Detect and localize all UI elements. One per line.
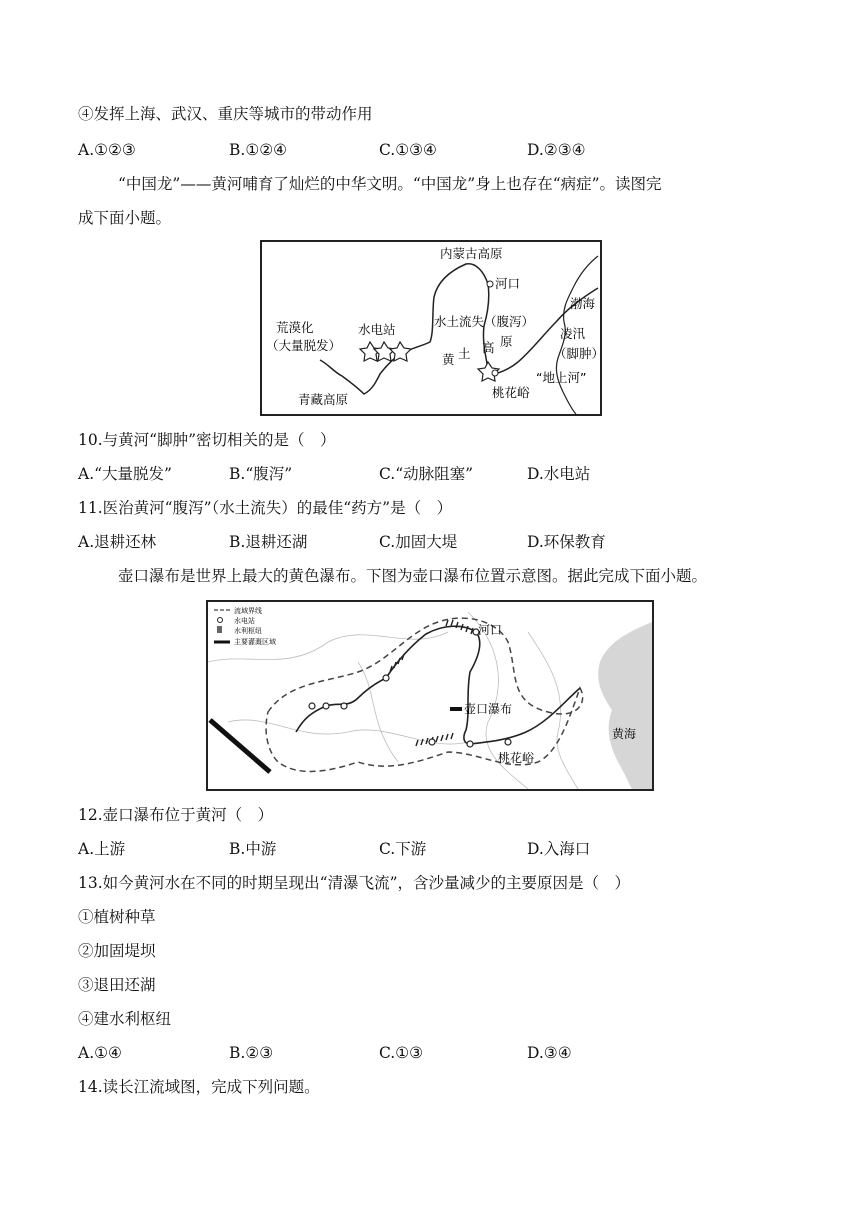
- label-taohuayu: 桃花峪: [498, 751, 535, 765]
- label-yellow-sea: 黄海: [612, 727, 637, 741]
- label-desertification: 荒漠化: [276, 320, 314, 335]
- q13-item-4: ④建水利枢纽: [78, 1010, 172, 1028]
- q13-option-c: C.①③: [379, 1044, 424, 1062]
- q9-option-c: C.①③④: [379, 141, 437, 159]
- label-loess-2: 土: [458, 346, 471, 361]
- q13-item-1: ①植树种草: [78, 908, 156, 926]
- yellow-river-course: [296, 626, 580, 744]
- hukou-location-map: [206, 600, 654, 791]
- taohuayu-marker: [492, 370, 498, 376]
- q12-option-d: D.入海口: [527, 840, 591, 858]
- q10-option-d: D.水电站: [527, 465, 591, 483]
- q11-option-a: A.退耕还林: [78, 533, 157, 551]
- label-loess-1: 黄: [442, 352, 455, 367]
- q9-option-a: A.①②③: [78, 141, 136, 159]
- label-qinghai-tibet: 青藏高原: [298, 392, 349, 407]
- q11-option-c: C.加固大堤: [379, 533, 458, 551]
- q9-option-d: D.②③④: [527, 141, 586, 159]
- hydro-station-markers: [309, 629, 511, 747]
- legend-hydro-station: 水电站: [234, 617, 255, 625]
- main-irrigation-bar: [210, 720, 270, 772]
- dragon-intro-line-1: “中国龙”——黄河哺育了灿烂的中华文明。“中国龙”身上也存在“病症”。读图完: [118, 175, 662, 193]
- q14-stem: 14.读长江流域图，完成下列问题。: [78, 1078, 320, 1096]
- label-ice-flood: 凌汛: [560, 326, 586, 341]
- label-soil-erosion: 水土流失（腹泻）: [434, 314, 535, 329]
- q13-option-b: B.②③: [229, 1044, 274, 1062]
- yellow-sea-area: [598, 622, 652, 789]
- hekou-marker: [487, 281, 493, 287]
- q12-stem: 12.壶口瀑布位于黄河（ ）: [78, 806, 274, 824]
- q10-option-a: A.“大量脱发”: [78, 465, 172, 483]
- label-loess-3: 高: [482, 340, 495, 355]
- q10-option-c: C.“动脉阻塞”: [379, 465, 474, 483]
- legend-basin-boundary: 流域界线: [234, 607, 262, 615]
- q13-option-d: D.③④: [527, 1044, 572, 1062]
- label-hekou: 河口: [478, 623, 503, 637]
- q13-item-2: ②加固堤坝: [78, 942, 156, 960]
- label-bohai: 渤海: [570, 296, 596, 311]
- label-swollen-feet: （脚肿）: [554, 346, 600, 361]
- q12-option-b: B.中游: [229, 840, 277, 858]
- q11-stem: 11.医治黄河“腹泻”（水土流失）的最佳“药方”是（ ）: [78, 499, 453, 517]
- q10-stem: 10.与黄河“脚肿”密切相关的是（ ）: [78, 431, 336, 449]
- q13-item-3: ③退田还湖: [78, 976, 156, 994]
- label-inner-mongolia: 内蒙古高原: [440, 246, 503, 261]
- hukou-intro: 壶口瀑布是世界上最大的黄色瀑布。下图为壶口瀑布位置示意图。据此完成下面小题。: [118, 567, 708, 585]
- q13-stem: 13.如今黄河水在不同的时期呈现出“清瀑飞流”，含沙量减少的主要原因是（ ）: [78, 874, 631, 892]
- q11-option-d: D.环保教育: [527, 533, 606, 551]
- dragon-intro-line-2: 成下面小题。: [78, 209, 172, 227]
- q9-option-b: B.①②④: [229, 141, 288, 159]
- label-hekou: 河口: [495, 276, 521, 291]
- label-hair-loss: （大量脱发）: [266, 338, 342, 353]
- q13-option-a: A.①④: [78, 1044, 122, 1062]
- q9-item-4: ④发挥上海、武汉、重庆等城市的带动作用: [78, 105, 373, 123]
- label-hydro-station: 水电站: [358, 322, 396, 337]
- hydro-station-markers: [360, 342, 499, 381]
- legend-irrigation-area: 主要灌溉区域: [234, 638, 276, 646]
- q10-option-b: B.“腹泻”: [229, 465, 293, 483]
- yellow-river-disease-map: [260, 240, 602, 416]
- legend-water-hub: 水利枢纽: [234, 627, 262, 635]
- q11-option-b: B.退耕还湖: [229, 533, 308, 551]
- label-suspended-river: “地上河”: [536, 370, 587, 385]
- label-hukou-waterfall: 壶口瀑布: [464, 702, 513, 716]
- label-loess-4: 原: [500, 334, 513, 349]
- q12-option-c: C.下游: [379, 840, 427, 858]
- label-taohuayu: 桃花峪: [492, 385, 530, 400]
- basin-boundary: [266, 618, 583, 771]
- q12-option-a: A.上游: [78, 840, 126, 858]
- map-legend: [214, 606, 276, 646]
